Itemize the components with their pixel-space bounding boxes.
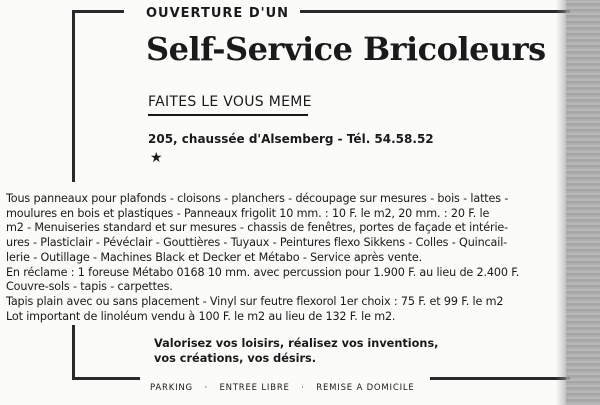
slogan: FAITES LE VOUS MEME <box>148 94 312 110</box>
slogan-underline <box>148 114 308 116</box>
address: 205, chaussée d'Alsemberg - Tél. 54.58.52 <box>148 132 434 146</box>
closing-message <box>154 336 438 366</box>
body-line: Tous panneaux pour plafonds - cloisons - planchers - découpage sur mesures - bois - lattes - <box>6 192 509 205</box>
closing-line-1: Valorisez vos loisirs, réalisez vos inventions, <box>154 337 439 350</box>
frame-top-right <box>300 10 570 13</box>
footer-separator: · <box>301 383 305 393</box>
footer-parking: PARKING <box>150 383 193 393</box>
body-line: lerie - Outillage - Machines Black et Decker et Métabo - Service après vente. <box>6 250 423 264</box>
body-line: Lot important de linoléum vendu à 100 F. le m2 au lieu de 132 F. le m2. <box>6 309 396 323</box>
frame-left <box>72 10 75 182</box>
scan-edge-shadow <box>566 0 600 405</box>
footer-separator: · <box>204 383 208 393</box>
product-list <box>6 192 596 324</box>
scan-edge-gradient <box>556 0 566 405</box>
frame-left-bottom <box>72 325 75 380</box>
body-line: ures - Plasticlair - Pévéclair - Gouttières - Tuyaux - Peintures flexo Sikkens - Colles - Quincail- <box>6 236 508 250</box>
star-icon: ★ <box>150 150 163 166</box>
body-line: Tapis plain avec ou sans placement - Vinyl sur feutre flexorol 1er choix : 75 F. et 99 F. le m2 <box>6 294 504 308</box>
shop-title: Self-Service Bricoleurs <box>146 30 546 68</box>
closing-line-2: vos créations, vos désirs. <box>154 352 317 365</box>
body-line: En réclame : 1 foreuse Métabo 0168 10 mm. avec percussion pour 1.900 F. au lieu de 2.400 F. <box>6 265 520 279</box>
body-line: m2 - Menuiseries standard et sur mesures - chassis de fenêtres, portes de façade et intérie- <box>6 221 509 235</box>
body-line: Couvre-sols - tapis - carpettes. <box>6 280 173 294</box>
frame-bottom-left <box>72 377 140 380</box>
footer-remise-domicile: REMISE A DOMICILE <box>316 383 415 393</box>
footer <box>150 383 415 393</box>
opening-heading: OUVERTURE D'UN <box>146 6 290 21</box>
frame-top-left <box>72 10 124 13</box>
footer-entree-libre: ENTREE LIBRE <box>219 383 290 393</box>
body-line: moulures en bois et plastiques - Panneaux frigolit 10 mm. : 10 F. le m2, 20 mm. : 20 F. le <box>6 206 490 220</box>
frame-bottom-right <box>430 377 570 380</box>
